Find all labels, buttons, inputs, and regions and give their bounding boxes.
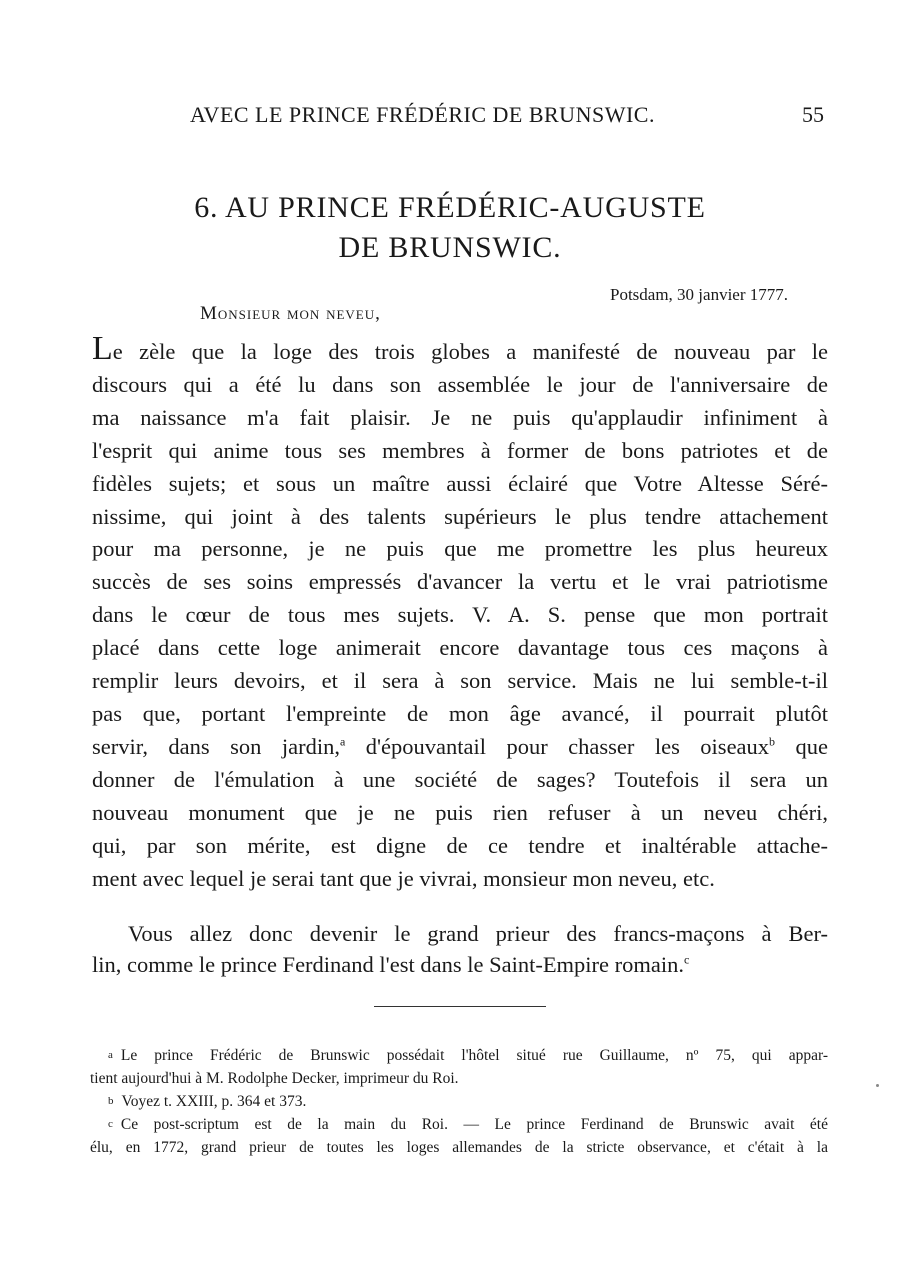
body-line: Le zèle que la loge des trois globes a manifesté de nouveau par le bbox=[92, 330, 828, 367]
footnote-ref-b[interactable]: b bbox=[769, 734, 776, 749]
body-line: donner de l'émulation à une société de sages? Toutefois il sera un bbox=[92, 766, 828, 792]
footnote-c-continuation: élu, en 1772, grand prieur de toutes les loges allemandes de la stricte observance, et c'était à la bbox=[90, 1139, 828, 1156]
footnote-a-continuation: tient aujourd'hui à M. Rodolphe Decker, imprimeur du Roi. bbox=[90, 1070, 459, 1087]
footnote-b: b Voyez t. XXIII, p. 364 et 373. bbox=[108, 1093, 307, 1110]
body-line: pour ma personne, je ne puis que me promettre les plus heureux bbox=[92, 536, 828, 562]
body-line: pas que, portant l'empreinte de mon âge avancé, il pourrait plutôt bbox=[92, 700, 828, 726]
title-line-2: DE BRUNSWIC. bbox=[338, 231, 562, 264]
postscript-line: Vous allez donc devenir le grand prieur des francs-maçons à Ber- bbox=[128, 921, 828, 946]
footnote-ref-c[interactable]: c bbox=[684, 952, 690, 967]
footnotes bbox=[90, 1044, 828, 1159]
footnote-a: a Le prince Frédéric de Brunswic possédait l'hôtel situé rue Guillaume, nº 75, qui appar- bbox=[108, 1047, 828, 1064]
running-head: AVEC LE PRINCE FRÉDÉRIC DE BRUNSWIC. bbox=[190, 102, 655, 127]
letter-body bbox=[92, 330, 828, 895]
footnote-marker: a bbox=[108, 1049, 113, 1061]
body-line: servir, dans son jardin,$^a$ d'épouvantail pour chasser les oiseaux$^b$ que bbox=[92, 733, 828, 759]
body-line: succès de ses soins empressés d'avancer la vertu et le vrai patriotisme bbox=[92, 569, 828, 595]
body-line: nouveau monument que je ne puis rien refuser à un neveu chéri, bbox=[92, 799, 828, 825]
footnote-c: c Ce post-scriptum est de la main du Roi. — Le prince Ferdinand de Brunswic avait été bbox=[108, 1116, 828, 1133]
letter-title bbox=[0, 188, 900, 268]
body-line: qui, par son mérite, est digne de ce tendre et inaltérable attache- bbox=[92, 832, 828, 858]
body-line: discours qui a été lu dans son assemblée le jour de l'anniversaire de bbox=[92, 371, 828, 397]
body-line: remplir leurs devoirs, et il sera à son service. Mais ne lui semble-t-il bbox=[92, 668, 828, 694]
page-number: 55 bbox=[802, 102, 824, 127]
salutation: Monsieur mon neveu, bbox=[200, 303, 381, 324]
body-line: fidèles sujets; et sous un maître aussi éclairé que Votre Altesse Séré- bbox=[92, 470, 828, 496]
footnote-divider bbox=[374, 1006, 546, 1007]
title-line-1: 6. AU PRINCE FRÉDÉRIC-AUGUSTE bbox=[194, 191, 706, 224]
drop-cap: L bbox=[92, 330, 113, 367]
margin-dot bbox=[876, 1084, 879, 1087]
footnote-ref-a[interactable]: a bbox=[339, 734, 346, 749]
body-line: ment avec lequel je serai tant que je vivrai, monsieur mon neveu, etc. bbox=[92, 865, 715, 891]
footnote-marker: c bbox=[108, 1118, 113, 1130]
body-line: nissime, qui joint à des talents supérieurs le plus tendre attachement bbox=[92, 503, 828, 529]
postscript bbox=[92, 918, 828, 980]
body-line: placé dans cette loge animerait encore davantage tous ces maçons à bbox=[92, 635, 828, 661]
body-line: l'esprit qui anime tous ses membres à former de bons patriotes et de bbox=[92, 437, 828, 463]
body-line: ma naissance m'a fait plaisir. Je ne puis qu'applaudir infiniment à bbox=[92, 404, 828, 430]
body-line: dans le cœur de tous mes sujets. V. A. S. pense que mon portrait bbox=[92, 602, 828, 628]
dateline: Potsdam, 30 janvier 1777. bbox=[609, 285, 788, 304]
footnote-marker: b bbox=[108, 1095, 114, 1107]
postscript-line: lin, comme le prince Ferdinand l'est dans le Saint-Empire romain.$^c$ bbox=[92, 952, 690, 977]
